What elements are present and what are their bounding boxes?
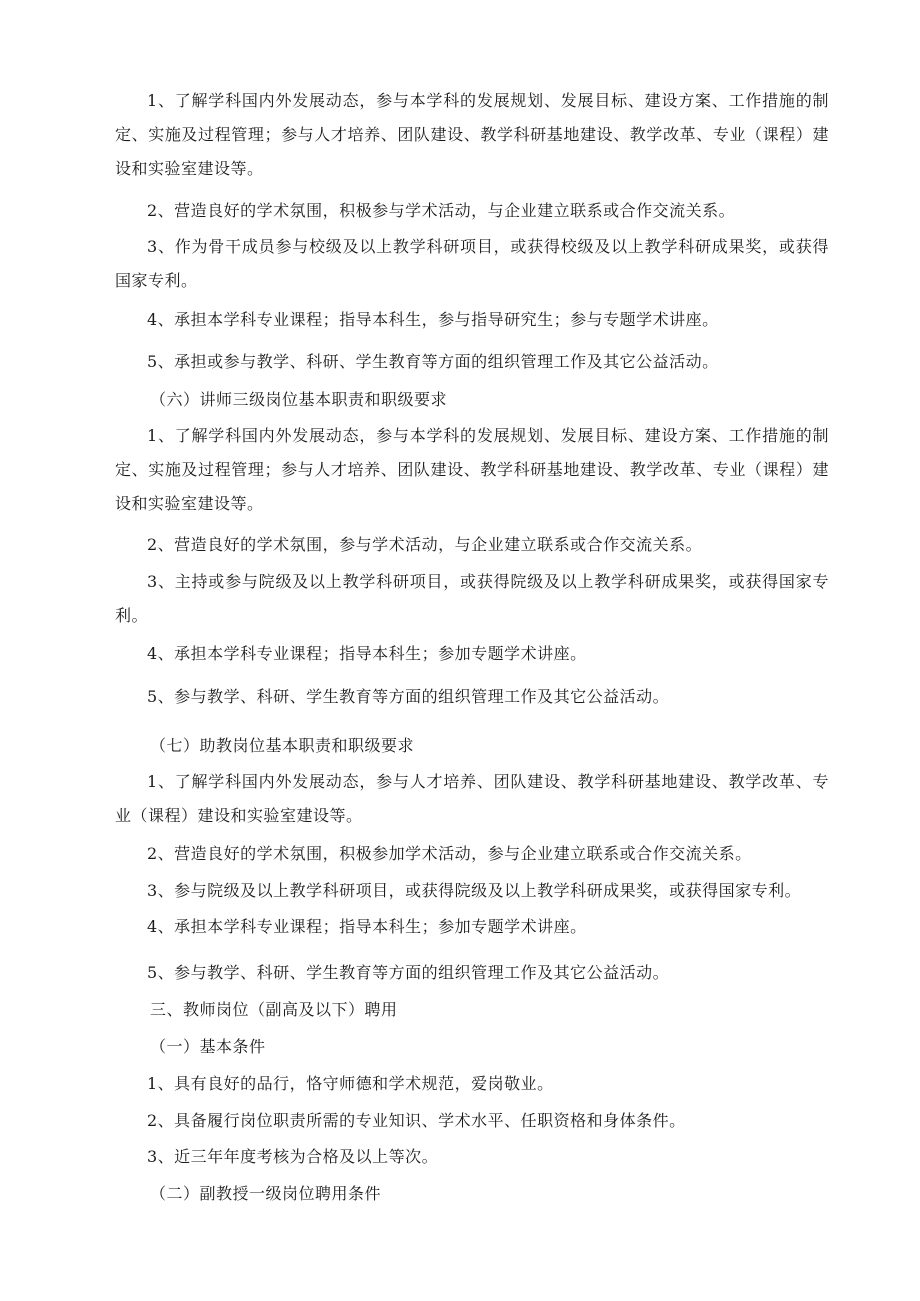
duty-paragraph-3: 3、作为骨干成员参与校级及以上教学科研项目，或获得校级及以上教学科研成果奖，或获得国家专利。: [115, 237, 829, 290]
duty-paragraph-4: 4、承担本学科专业课程；指导本科生，参与指导研究生；参与专题学术讲座。: [147, 310, 719, 329]
section-heading-lecturer-3: （六）讲师三级岗位基本职责和职级要求: [150, 390, 448, 409]
lecturer-duty-5: 5、参与教学、科研、学生教育等方面的组织管理工作及其它公益活动。: [147, 687, 670, 706]
subsection-heading-basic: （一）基本条件: [150, 1037, 266, 1056]
section-heading-employment: 三、教师岗位（副高及以下）聘用: [150, 1000, 398, 1019]
basic-condition-2: 2、具备履行岗位职责所需的专业知识、学术水平、任职资格和身体条件。: [147, 1111, 686, 1130]
duty-paragraph-1: 1、了解学科国内外发展动态，参与本学科的发展规划、发展目标、建设方案、工作措施的制定、实施及过程管理；参与人才培养、团队建设、教学科研基地建设、教学改革、专业（课程）建设和实验室建设等。: [115, 91, 829, 178]
basic-condition-3: 3、近三年年度考核为合格及以上等次。: [147, 1147, 439, 1166]
assistant-duty-3: 3、参与院级及以上教学科研项目，或获得院级及以上教学科研成果奖，或获得国家专利。: [147, 881, 802, 900]
duty-paragraph-5: 5、承担或参与教学、科研、学生教育等方面的组织管理工作及其它公益活动。: [147, 352, 719, 371]
assistant-duty-2: 2、营造良好的学术氛围，积极参加学术活动，参与企业建立联系或合作交流关系。: [147, 844, 752, 863]
duty-paragraph-2: 2、营造良好的学术氛围，积极参与学术活动，与企业建立联系或合作交流关系。: [147, 201, 736, 220]
basic-condition-1: 1、具有良好的品行，恪守师德和学术规范，爱岗敬业。: [147, 1074, 554, 1093]
assistant-duty-1: 1、了解学科国内外发展动态，参与人才培养、团队建设、教学科研基地建设、教学改革、专业（课程）建设和实验室建设等。: [115, 772, 829, 825]
assistant-duty-5: 5、参与教学、科研、学生教育等方面的组织管理工作及其它公益活动。: [147, 963, 670, 982]
assistant-duty-4: 4、承担本学科专业课程；指导本科生；参加专题学术讲座。: [147, 917, 587, 936]
lecturer-duty-2: 2、营造良好的学术氛围，参与学术活动，与企业建立联系或合作交流关系。: [147, 535, 703, 554]
section-heading-assistant: （七）助教岗位基本职责和职级要求: [150, 736, 415, 755]
lecturer-duty-1: 1、了解学科国内外发展动态，参与本学科的发展规划、发展目标、建设方案、工作措施的制定、实施及过程管理；参与人才培养、团队建设、教学科研基地建设、教学改革、专业（课程）建设和实验室建设等。: [115, 426, 829, 513]
lecturer-duty-3: 3、主持或参与院级及以上教学科研项目，或获得院级及以上教学科研成果奖，或获得国家专利。: [115, 572, 829, 625]
subsection-heading-associate-prof: （二）副教授一级岗位聘用条件: [150, 1184, 382, 1203]
lecturer-duty-4: 4、承担本学科专业课程；指导本科生；参加专题学术讲座。: [147, 644, 587, 663]
